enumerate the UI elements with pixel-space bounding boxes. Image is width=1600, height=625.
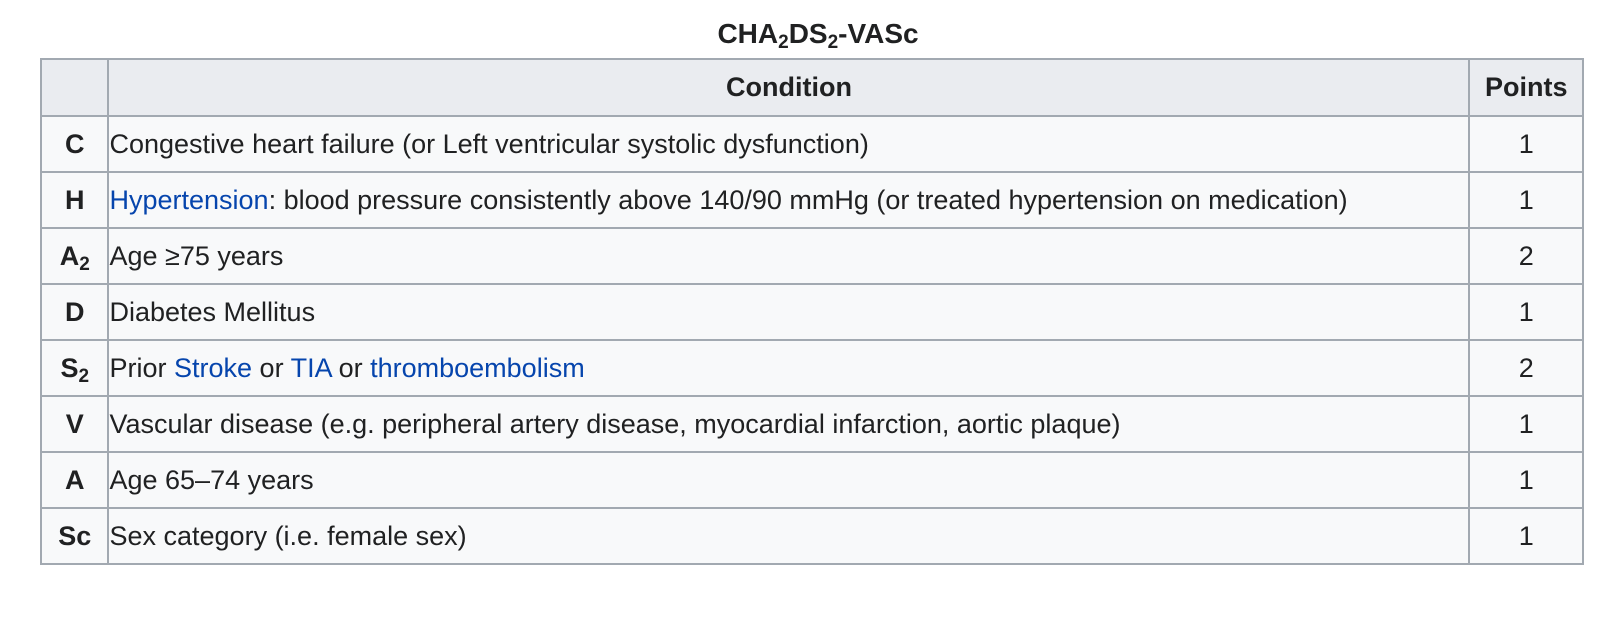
table-row (41, 396, 1583, 452)
condition-link-hypertension[interactable]: Hypertension (109, 184, 269, 215)
caption-text-vasc: -VASc (838, 18, 919, 49)
condition-text: Age ≥75 years (109, 240, 284, 271)
row-key-subscript: 2 (78, 365, 90, 387)
table-row (41, 172, 1583, 228)
condition-text: : blood pressure consistently above 140/90 mmHg (or treated hypertension on medication) (268, 184, 1348, 215)
condition-text: or (331, 352, 371, 383)
row-key (41, 284, 108, 340)
cha2ds2-vasc-table (40, 58, 1584, 565)
condition-text: Prior (109, 352, 174, 383)
row-condition (108, 284, 1469, 340)
row-condition (108, 228, 1469, 284)
table-row (41, 116, 1583, 172)
table-caption (40, 14, 1584, 58)
condition-text: Congestive heart failure (or Left ventricular systolic dysfunction) (109, 128, 869, 159)
condition-link-tia[interactable]: TIA (290, 352, 332, 383)
row-key (41, 172, 108, 228)
caption-subscript-2: 2 (827, 32, 839, 53)
row-condition (108, 116, 1469, 172)
row-key-letter: A (59, 240, 80, 271)
row-key-letter: A (64, 464, 85, 495)
row-key-letter: Sc (58, 520, 92, 551)
row-condition (108, 340, 1469, 396)
table-row (41, 340, 1583, 396)
row-key-letter: S (60, 352, 79, 383)
row-points: 1 (1469, 396, 1583, 452)
condition-text: or (252, 352, 291, 383)
row-points: 2 (1469, 340, 1583, 396)
condition-link-thromboembolism[interactable]: thromboembolism (370, 352, 585, 383)
caption-text-ds: DS (788, 18, 828, 49)
row-points: 1 (1469, 452, 1583, 508)
row-condition (108, 452, 1469, 508)
row-points: 1 (1469, 116, 1583, 172)
header-row (41, 59, 1583, 116)
row-key (41, 340, 108, 396)
table-body (41, 116, 1583, 564)
condition-text: Sex category (i.e. female sex) (109, 520, 467, 551)
row-key-letter: C (64, 128, 85, 159)
header-points: Points (1469, 59, 1583, 116)
table-row (41, 228, 1583, 284)
header-condition: Condition (108, 59, 1469, 116)
row-points: 1 (1469, 284, 1583, 340)
condition-text: Age 65–74 years (109, 464, 314, 495)
score-table-container (40, 14, 1584, 565)
condition-text: Diabetes Mellitus (109, 296, 316, 327)
row-key-subscript: 2 (79, 253, 90, 275)
caption-subscript-1: 2 (778, 32, 789, 53)
header-key (41, 59, 108, 116)
row-key-letter: V (65, 408, 84, 439)
table-row (41, 284, 1583, 340)
row-key (41, 228, 108, 284)
table-row (41, 452, 1583, 508)
caption-text-cha: CHA (717, 18, 779, 49)
row-key (41, 508, 108, 564)
row-key-letter: D (64, 296, 85, 327)
row-condition (108, 172, 1469, 228)
condition-text: Vascular disease (e.g. peripheral artery disease, myocardial infarction, aortic plaque) (109, 408, 1121, 439)
condition-link-stroke[interactable]: Stroke (174, 352, 253, 383)
row-points: 2 (1469, 228, 1583, 284)
row-condition (108, 508, 1469, 564)
row-key-letter: H (64, 184, 85, 215)
row-condition (108, 396, 1469, 452)
row-key (41, 116, 108, 172)
row-key (41, 452, 108, 508)
row-key (41, 396, 108, 452)
table-row (41, 508, 1583, 564)
row-points: 1 (1469, 172, 1583, 228)
row-points: 1 (1469, 508, 1583, 564)
